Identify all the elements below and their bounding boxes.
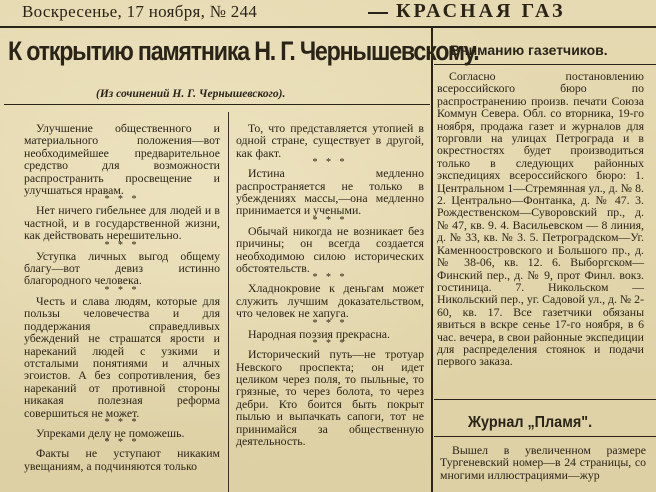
quote-paragraph: Истина медленно распространяется не только в убеждениях массы,—она медленно принимается и учеными. bbox=[236, 166, 424, 218]
column-rule bbox=[228, 112, 229, 492]
quote-paragraph: Уступка личных выгод общему благу—вот девиз истинно благородного человека. bbox=[24, 248, 220, 288]
quote-paragraph: Хладнокровие к деньгам может служить лучшим доказательством, что человек не хапуга. bbox=[236, 281, 424, 321]
notice-paragraph: Согласно постановлению всероссийского бюро по распространению произв. печати Союза Коммун Севера. Обл. со вторника, 19-го ноября, продажа газет и журналов для торговли на улицах Петрограда и в окрестностях будет производиться только в следующих районных экспедициях всероссийского бюро: 1. Центральном 1—Стремянная ул., д. № 8. 2. Центрально—Фонтанка, д. № 47. 3. Рождественском—Суворовский пр., д. № 47, кв. 9. 4. Васильевском — 8 линия, д. № 33, кв. № 3. 5. Петроградском—Уг. Каменноостровского и Большого пр., д. № 38-06, кв. 12. 6. Выборгском—Финский пер., д. № 9, прот Финл. вокз. гостиница. 7. Никольском — Никольский пер., уг. Садовой ул., д. № 2-60, кв. 17. Все газетчики обязаны явиться в вскре сенье 17-го ноября, в 6 час. вечера, в свои районные экспедиции для распределения стоянок и подачи первого заказа. bbox=[437, 69, 644, 369]
quote-paragraph: Народная поэзия прекрасна. bbox=[248, 326, 390, 341]
journal-title: Журнал „Пламя". bbox=[468, 414, 593, 431]
quote-paragraph: Улучшение общественного и материального положения—вот необходимейшее предварительное средство для возможности распространить просвещение и улучшаться нравам. bbox=[24, 121, 220, 198]
quote-paragraph: Исторический путь—не тротуар Невского проспекта; он идет целиком через поля, то пыльные, то грязные, то через болота, то через дебри. Кто боится быть покрыт пылью и выпачкать сапоги, тот не принимайся за общественную деятельность. bbox=[236, 347, 424, 448]
article-subheadline: (Из сочинений Н. Г. Чернышевского). bbox=[96, 88, 286, 100]
asterism-divider: * * * bbox=[312, 272, 348, 284]
asterism-divider: * * * bbox=[312, 157, 348, 169]
newspaper-title: КРАСНАЯ ГАЗ bbox=[396, 0, 566, 22]
journal-divider-bottom bbox=[434, 436, 656, 437]
notice-divider bbox=[434, 64, 656, 65]
article-headline: К открытию памятника Н. Г. Чернышевскому. bbox=[8, 36, 479, 66]
notice-body bbox=[437, 70, 644, 368]
journal-body bbox=[440, 444, 646, 481]
asterism-divider: * * * bbox=[104, 416, 140, 428]
journal-paragraph: Вышел в увеличенном размере Тургеневский номер—в 24 страницы, со многими иллюстрациями—жур bbox=[440, 443, 646, 482]
masthead bbox=[0, 0, 656, 28]
journal-divider-top bbox=[434, 399, 656, 400]
headline-divider bbox=[4, 104, 430, 105]
masthead-divider bbox=[368, 12, 388, 14]
asterism-divider: * * * bbox=[312, 338, 348, 350]
article-column-left bbox=[24, 122, 220, 472]
section-rule bbox=[431, 28, 433, 492]
quote-paragraph: Обычай никогда не возникает без причины; он всегда создается необходимою силою исторических обстоятельств. bbox=[236, 223, 424, 276]
asterism-divider: * * * bbox=[312, 317, 348, 329]
asterism-divider: * * * bbox=[104, 239, 140, 251]
asterism-divider: * * * bbox=[312, 214, 348, 226]
asterism-divider: * * * bbox=[104, 284, 140, 296]
quote-paragraph: Нет ничего гибельнее для людей и в частной, и в государственной жизни, как действовать нерешительно. bbox=[24, 203, 220, 243]
asterism-divider: * * * bbox=[104, 194, 140, 206]
article-column-right bbox=[236, 122, 424, 447]
quote-paragraph: Честь и слава людям, которые для пользы человечества и для поддержания справедливых убеждений не страшатся ярости и нареканий людей с узкими и отсталыми понятиями и алчных эгоистов. А без сопротивления, без нареканий от противной стороны никакая полезная реформа совершиться не может. bbox=[24, 293, 220, 420]
quote-paragraph: То, что представляется утопией в одной стране, существует в другой, как факт. bbox=[236, 121, 424, 160]
quote-paragraph: Упреками делу не поможешь. bbox=[36, 425, 185, 440]
asterism-divider: * * * bbox=[104, 437, 140, 449]
quote-paragraph: Факты не уступают никаким увещаниям, а подчиняются только bbox=[24, 446, 220, 473]
notice-title: Вниманию газетчиков. bbox=[450, 42, 608, 58]
issue-date: Воскресенье, 17 ноября, № 244 bbox=[22, 2, 258, 21]
